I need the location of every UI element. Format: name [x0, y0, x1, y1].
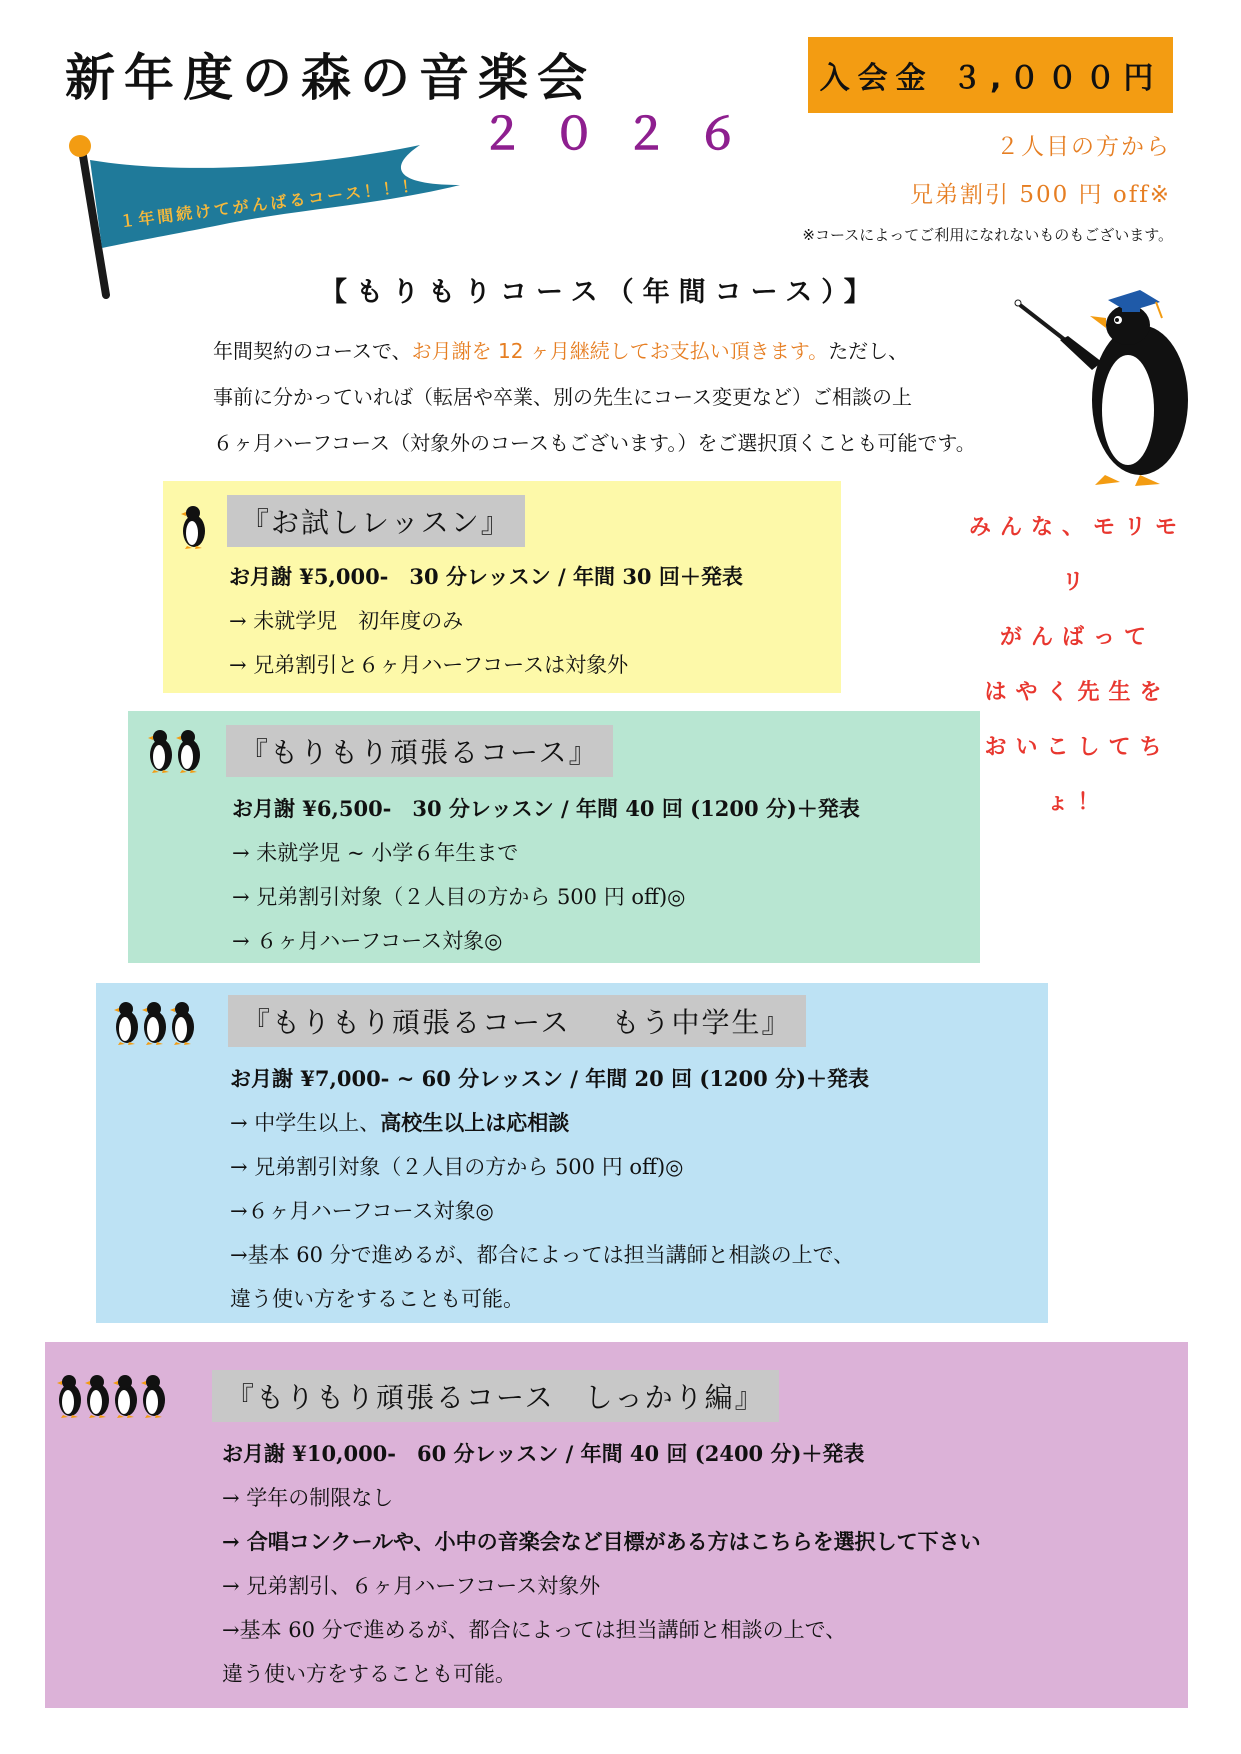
penguin-icon [148, 727, 174, 777]
course-detail: → 兄弟割引対象（２人目の方から 500 円 off)◎ [232, 885, 686, 909]
course-card-intensive [45, 1342, 1188, 1708]
penguin-group [114, 999, 196, 1049]
course-title: 『もりもり頑張るコース』 [226, 725, 613, 777]
course-details [222, 1432, 981, 1696]
course-details [232, 787, 860, 963]
course-detail: → ６ヶ月ハーフコース対象◎ [232, 929, 503, 953]
side-message [955, 500, 1200, 830]
intro-text [213, 328, 976, 466]
side-message-line: おいこしてちょ！ [984, 735, 1171, 815]
course-detail: → 兄弟割引、６ヶ月ハーフコース対象外 [222, 1574, 601, 1598]
course-detail: 違う使い方をすることも可能。 [230, 1287, 524, 1311]
intro-line1-a: 年間契約のコースで、 [213, 339, 412, 363]
course-price: お月謝 ¥5,000- 30 分レッスン / 年間 30 回＋発表 [229, 564, 743, 589]
penguin-icon [176, 727, 202, 777]
course-title: 『もりもり頑張るコース もう中学生』 [228, 995, 806, 1047]
course-detail: → 中学生以上、 [230, 1111, 381, 1135]
course-detail: → 兄弟割引対象（２人目の方から 500 円 off)◎ [230, 1155, 684, 1179]
penguin-icon [141, 1372, 167, 1422]
page-title: 新年度の森の音楽会 [65, 49, 596, 107]
course-title: 『お試しレッスン』 [227, 495, 525, 547]
teacher-penguin-icon [1010, 270, 1210, 495]
entry-fee-badge: 入会金 ３,０００円 [808, 37, 1173, 113]
penguin-icon [114, 999, 140, 1049]
course-price: お月謝 ¥10,000- 60 分レッスン / 年間 40 回 (2400 分)＋発表 [222, 1441, 865, 1466]
course-detail: → 未就学児 ~ 小学６年生まで [232, 841, 519, 865]
intro-line1-c: ただし、 [828, 339, 909, 363]
side-message-line: みんな、モリモリ [968, 515, 1186, 595]
intro-line2: 事前に分かっていれば（転居や卒業、別の先生にコース変更など）ご相談の上 [213, 385, 912, 409]
course-detail: →基本 60 分で進めるが、都合によっては担当講師と相談の上で、 [230, 1243, 855, 1267]
course-detail: → 学年の制限なし [222, 1486, 394, 1510]
intro-line1-highlight: お月謝を 12 ヶ月継続してお支払い頂きます。 [411, 339, 829, 363]
course-heading: 【もりもりコース（年間コース）】 [320, 277, 880, 308]
penguin-group [181, 503, 207, 553]
banner-text: １年間続けてがんばるコース！！！ [118, 175, 422, 232]
course-detail: → 未就学児 初年度のみ [229, 609, 464, 633]
course-detail: → 合唱コンクールや、小中の音楽会など目標がある方はこちらを選択して下さい [222, 1529, 981, 1554]
penguin-icon [113, 1372, 139, 1422]
course-title: 『もりもり頑張るコース しっかり編』 [212, 1370, 779, 1422]
course-card-trial [163, 481, 841, 693]
penguin-icon [142, 999, 168, 1049]
course-detail: → 兄弟割引と６ヶ月ハーフコースは対象外 [229, 653, 629, 677]
course-price: お月謝 ¥6,500- 30 分レッスン / 年間 40 回 (1200 分)＋発表 [232, 796, 860, 821]
course-detail: 違う使い方をすることも可能。 [222, 1662, 516, 1686]
side-message-line: がんばって [999, 625, 1155, 650]
course-card-junior-high [96, 983, 1048, 1323]
side-message-line: はやく先生を [984, 680, 1171, 705]
penguin-group [57, 1372, 167, 1422]
penguin-group [148, 727, 202, 777]
course-detail-bold: 高校生以上は応相談 [380, 1110, 570, 1135]
intro-line3: ６ヶ月ハーフコース（対象外のコースもございます。）をご選択頂くことも可能です。 [213, 431, 976, 455]
penguin-icon [170, 999, 196, 1049]
year-label: ２０２６ [480, 109, 768, 160]
course-price: お月謝 ¥7,000- ~ 60 分レッスン / 年間 20 回 (1200 分)＋発表 [230, 1066, 870, 1091]
discount-line-1: ２人目の方から [996, 134, 1171, 160]
course-detail: →基本 60 分で進めるが、都合によっては担当講師と相談の上で、 [222, 1618, 847, 1642]
course-details [230, 1057, 869, 1321]
penguin-icon [57, 1372, 83, 1422]
discount-note: ※コースによってご利用になれないものもございます。 [802, 226, 1173, 244]
course-details [229, 555, 743, 687]
penguin-icon [85, 1372, 111, 1422]
penguin-icon [181, 503, 207, 553]
course-card-moriмori [128, 711, 980, 963]
course-detail: →６ヶ月ハーフコース対象◎ [230, 1199, 494, 1223]
discount-line-2: 兄弟割引 500 円 off※ [910, 182, 1171, 208]
